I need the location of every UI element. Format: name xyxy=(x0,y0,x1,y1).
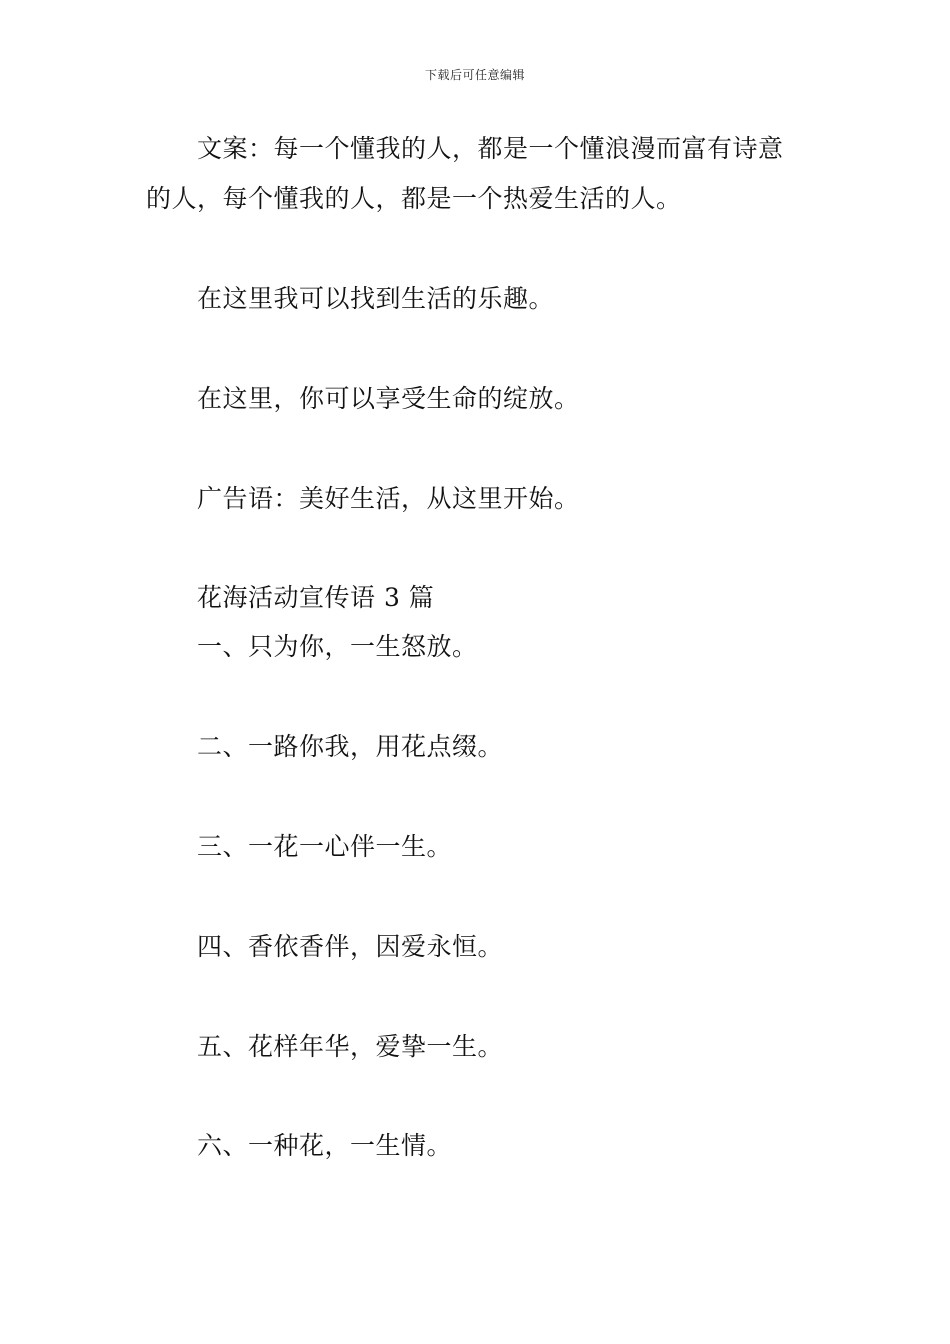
paragraph-3: 广告语：美好生活，从这里开始。 xyxy=(197,484,580,513)
section-title: 花海活动宣传语 3 篇 xyxy=(197,583,435,612)
list-item: 一、只为你，一生怒放。 xyxy=(197,632,478,661)
list-item: 五、花样年华，爱挚一生。 xyxy=(197,1032,504,1061)
list-item: 四、香依香伴，因爱永恒。 xyxy=(197,932,504,961)
intro-line-2: 的人，每个懂我的人，都是一个热爱生活的人。 xyxy=(146,184,682,213)
paragraph-2: 在这里，你可以享受生命的绽放。 xyxy=(197,384,580,413)
list-item: 六、一种花，一生情。 xyxy=(197,1131,453,1160)
paragraph-1: 在这里我可以找到生活的乐趣。 xyxy=(197,284,555,313)
intro-line-1: 文案：每一个懂我的人，都是一个懂浪漫而富有诗意 xyxy=(197,134,784,163)
page-header: 下载后可任意编辑 xyxy=(424,68,525,82)
list-item: 三、一花一心伴一生。 xyxy=(197,832,453,861)
list-item: 二、一路你我，用花点缀。 xyxy=(197,732,504,761)
